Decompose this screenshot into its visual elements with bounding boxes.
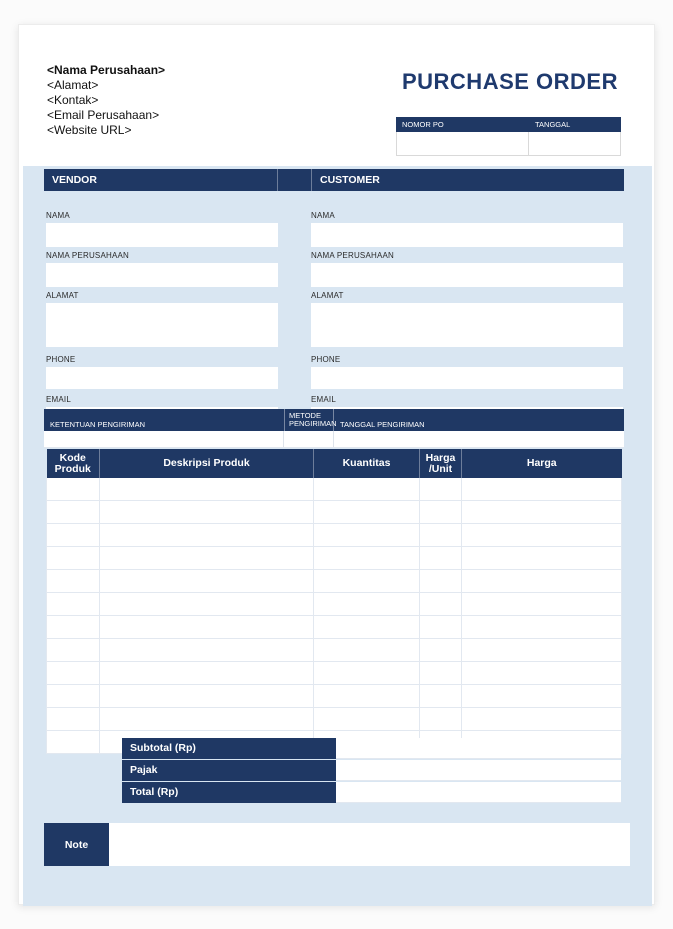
vendor-nama-input[interactable] bbox=[46, 223, 278, 247]
item-cell[interactable] bbox=[462, 685, 622, 708]
item-cell[interactable] bbox=[314, 570, 420, 593]
pajak-row bbox=[122, 760, 621, 781]
col-deskripsi-produk: Deskripsi Produk bbox=[100, 449, 314, 478]
item-cell[interactable] bbox=[100, 478, 314, 501]
item-row bbox=[47, 708, 622, 731]
customer-phone-label: PHONE bbox=[311, 355, 341, 364]
item-cell[interactable] bbox=[462, 662, 622, 685]
item-cell[interactable] bbox=[314, 593, 420, 616]
po-meta-table bbox=[396, 117, 621, 156]
item-row bbox=[47, 685, 622, 708]
item-cell[interactable] bbox=[420, 616, 462, 639]
vendor-customer-header-bar bbox=[44, 169, 624, 191]
items-table bbox=[46, 449, 622, 754]
company-address: <Alamat> bbox=[47, 78, 99, 92]
item-cell[interactable] bbox=[100, 501, 314, 524]
shipping-values-row bbox=[44, 431, 624, 448]
vendor-nama-perusahaan-field bbox=[46, 251, 278, 287]
po-number-header: NOMOR PO bbox=[402, 120, 444, 129]
customer-header: CUSTOMER bbox=[320, 174, 380, 186]
customer-nama-field bbox=[311, 211, 623, 247]
subtotal-value[interactable] bbox=[336, 738, 621, 759]
item-cell[interactable] bbox=[100, 639, 314, 662]
item-cell[interactable] bbox=[420, 639, 462, 662]
item-cell[interactable] bbox=[420, 708, 462, 731]
vendor-alamat-label: ALAMAT bbox=[46, 291, 79, 300]
item-cell[interactable] bbox=[314, 685, 420, 708]
item-cell[interactable] bbox=[462, 616, 622, 639]
item-row bbox=[47, 570, 622, 593]
page-title: PURCHASE ORDER bbox=[401, 69, 618, 94]
company-contact: <Kontak> bbox=[47, 93, 99, 107]
item-cell[interactable] bbox=[47, 593, 100, 616]
total-row bbox=[122, 782, 621, 803]
vendor-alamat-input[interactable] bbox=[46, 303, 278, 347]
item-cell[interactable] bbox=[420, 593, 462, 616]
vendor-nama-perusahaan-label: NAMA PERUSAHAAN bbox=[46, 251, 130, 260]
item-cell[interactable] bbox=[314, 478, 420, 501]
item-cell[interactable] bbox=[100, 616, 314, 639]
col-kode-produk: Kode Produk bbox=[47, 449, 100, 478]
item-cell[interactable] bbox=[420, 547, 462, 570]
item-cell[interactable] bbox=[314, 662, 420, 685]
item-cell[interactable] bbox=[462, 547, 622, 570]
item-cell[interactable] bbox=[420, 570, 462, 593]
customer-alamat-input[interactable] bbox=[311, 303, 623, 347]
shipping-terms-header: KETENTUAN PENGIRIMAN bbox=[50, 419, 146, 429]
company-email: <Email Perusahaan> bbox=[47, 108, 160, 122]
item-cell[interactable] bbox=[314, 501, 420, 524]
item-cell[interactable] bbox=[420, 501, 462, 524]
customer-nama-label: NAMA bbox=[311, 211, 335, 220]
col-harga: Harga bbox=[462, 449, 622, 478]
item-cell[interactable] bbox=[47, 708, 100, 731]
shipping-date-field[interactable] bbox=[334, 431, 624, 447]
po-number-field[interactable] bbox=[397, 132, 529, 155]
vendor-phone-field bbox=[46, 355, 278, 389]
customer-nama-perusahaan-input[interactable] bbox=[311, 263, 623, 287]
vendor-nama-field bbox=[46, 211, 278, 247]
customer-nama-perusahaan-field bbox=[311, 251, 623, 287]
shipping-method-field[interactable] bbox=[284, 431, 334, 447]
item-cell[interactable] bbox=[314, 547, 420, 570]
vendor-fields-column bbox=[46, 191, 278, 429]
customer-phone-input[interactable] bbox=[311, 367, 623, 389]
item-cell[interactable] bbox=[420, 478, 462, 501]
item-row bbox=[47, 616, 622, 639]
item-cell[interactable] bbox=[47, 501, 100, 524]
item-cell[interactable] bbox=[420, 685, 462, 708]
note-section bbox=[44, 823, 630, 866]
subtotal-label: Subtotal (Rp) bbox=[122, 738, 336, 759]
customer-email-label: EMAIL bbox=[311, 395, 337, 404]
item-row bbox=[47, 662, 622, 685]
item-cell[interactable] bbox=[100, 547, 314, 570]
company-info-block bbox=[47, 63, 165, 138]
subtotal-row bbox=[122, 738, 621, 759]
customer-alamat-label: ALAMAT bbox=[311, 291, 344, 300]
shipping-terms-field[interactable] bbox=[44, 431, 284, 447]
customer-fields-column bbox=[311, 191, 623, 429]
pajak-label: Pajak bbox=[122, 760, 336, 781]
item-cell[interactable] bbox=[47, 639, 100, 662]
item-cell[interactable] bbox=[100, 570, 314, 593]
item-cell[interactable] bbox=[47, 570, 100, 593]
item-row bbox=[47, 593, 622, 616]
shipping-method-header: METODE PENGIRIMAN bbox=[284, 409, 334, 431]
item-cell[interactable] bbox=[100, 662, 314, 685]
item-cell[interactable] bbox=[47, 731, 100, 754]
item-cell[interactable] bbox=[100, 593, 314, 616]
item-cell[interactable] bbox=[47, 685, 100, 708]
item-row bbox=[47, 547, 622, 570]
note-input-area[interactable] bbox=[109, 823, 630, 866]
item-cell[interactable] bbox=[462, 593, 622, 616]
item-cell[interactable] bbox=[314, 639, 420, 662]
company-website: <Website URL> bbox=[47, 123, 132, 137]
item-cell[interactable] bbox=[100, 708, 314, 731]
item-cell[interactable] bbox=[462, 570, 622, 593]
item-row bbox=[47, 524, 622, 547]
vendor-header: VENDOR bbox=[52, 174, 97, 186]
header-bar-spacer bbox=[277, 169, 312, 191]
customer-alamat-field bbox=[311, 291, 623, 347]
item-row bbox=[47, 501, 622, 524]
company-name: <Nama Perusahaan> bbox=[47, 63, 166, 77]
total-value[interactable] bbox=[336, 782, 621, 803]
item-cell[interactable] bbox=[462, 501, 622, 524]
item-row bbox=[47, 478, 622, 501]
customer-nama-input[interactable] bbox=[311, 223, 623, 247]
items-header-row bbox=[47, 449, 622, 478]
vendor-alamat-field bbox=[46, 291, 278, 347]
item-row bbox=[47, 639, 622, 662]
vendor-email-label: EMAIL bbox=[46, 395, 72, 404]
vendor-phone-label: PHONE bbox=[46, 355, 76, 364]
note-label: Note bbox=[44, 823, 109, 866]
col-kuantitas: Kuantitas bbox=[314, 449, 420, 478]
customer-phone-field bbox=[311, 355, 623, 389]
item-cell[interactable] bbox=[462, 639, 622, 662]
vendor-phone-input[interactable] bbox=[46, 367, 278, 389]
purchase-order-page bbox=[18, 24, 655, 905]
item-cell[interactable] bbox=[47, 478, 100, 501]
item-cell[interactable] bbox=[314, 708, 420, 731]
item-cell[interactable] bbox=[314, 616, 420, 639]
customer-nama-perusahaan-label: NAMA PERUSAHAAN bbox=[311, 251, 395, 260]
po-date-header: TANGGAL bbox=[535, 120, 571, 129]
item-cell[interactable] bbox=[462, 708, 622, 731]
vendor-nama-perusahaan-input[interactable] bbox=[46, 263, 278, 287]
col-harga-unit: Harga /Unit bbox=[420, 449, 462, 478]
item-cell[interactable] bbox=[47, 662, 100, 685]
totals-section bbox=[122, 738, 621, 804]
item-cell[interactable] bbox=[462, 478, 622, 501]
item-cell[interactable] bbox=[462, 524, 622, 547]
item-cell[interactable] bbox=[100, 685, 314, 708]
shipping-date-header: TANGGAL PENGIRIMAN bbox=[340, 419, 425, 429]
total-label: Total (Rp) bbox=[122, 782, 336, 803]
item-cell[interactable] bbox=[47, 547, 100, 570]
po-date-field[interactable] bbox=[529, 132, 620, 155]
vendor-nama-label: NAMA bbox=[46, 211, 70, 220]
item-cell[interactable] bbox=[314, 524, 420, 547]
item-cell[interactable] bbox=[420, 524, 462, 547]
item-cell[interactable] bbox=[420, 662, 462, 685]
item-cell[interactable] bbox=[47, 524, 100, 547]
shipping-header-bar bbox=[44, 409, 624, 431]
item-cell[interactable] bbox=[47, 616, 100, 639]
item-cell[interactable] bbox=[100, 524, 314, 547]
pajak-value[interactable] bbox=[336, 760, 621, 781]
form-body-panel bbox=[23, 166, 652, 906]
items-tbody bbox=[47, 478, 622, 754]
